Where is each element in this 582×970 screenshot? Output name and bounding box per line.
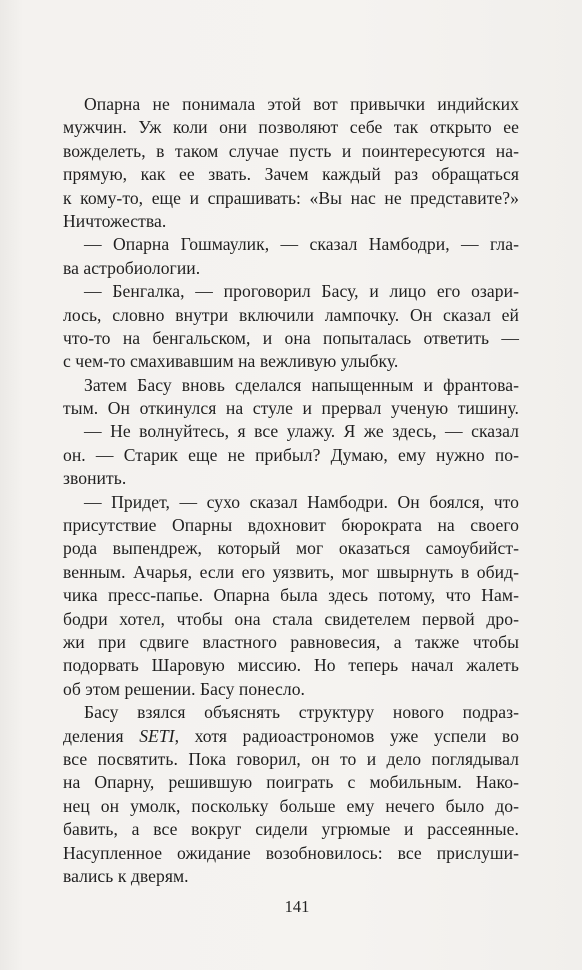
page-number: 141	[284, 897, 310, 916]
text-line: тым. Он откинулся на стуле и прервал ученую тишину.	[63, 398, 519, 419]
text-line: Ничтожества.	[63, 210, 167, 231]
text-line: звонить.	[63, 468, 127, 489]
text-line: прямую, как ее звать. Зачем каждый раз обращаться	[63, 164, 519, 185]
text-line: об этом решении. Басу понесло.	[63, 678, 305, 699]
text-line: Насупленное ожидание возобновилось: все прислуши-	[63, 842, 519, 863]
text-line: — Опарна Гошмаулик, — сказал Намбодри, — гла-	[84, 234, 519, 255]
text-line: мужчин. Уж коли они позволяют себе так открыто ее	[63, 117, 519, 138]
text-line: чика пресс-папье. Опарна была здесь потому, что Нам-	[63, 585, 519, 606]
text-line: все посвятить. Пока говорил, он то и дело поглядывал	[63, 748, 519, 769]
text-line: жи при сдвиге властного равновесия, а также чтобы	[63, 631, 519, 652]
text-line: присутствие Опарны вдохновит бюрократа на своего	[63, 515, 519, 536]
text-line: с чем-то смахивавшим на вежливую улыбку.	[63, 351, 399, 372]
text-line: что-то на бенгальском, и она попыталась ответить —	[63, 327, 519, 348]
text-line: — Бенгалка, — проговорил Басу, и лицо его озари-	[84, 281, 519, 302]
body-text	[63, 93, 519, 888]
text-line: Басу взялся объяснять структуру нового подраз-	[84, 702, 519, 723]
text-line: — Не волнуйтесь, я все улажу. Я же здесь, — сказал	[84, 421, 519, 442]
text-line: он. — Старик еще не прибыл? Думаю, ему нужно по-	[63, 444, 519, 465]
text-line: бавить, а все вокруг сидели угрюмые и рассеянные.	[63, 819, 519, 840]
text-line: подорвать Шаровую миссию. Но теперь начал жалеть	[63, 655, 519, 676]
text-line: — Придет, — сухо сказал Намбодри. Он боялся, что	[84, 491, 519, 512]
text-line: венным. Ачарья, если его уязвить, мог швырнуть в обид-	[63, 561, 519, 582]
text-line: Затем Басу вновь сделался напыщенным и франтова-	[84, 374, 519, 395]
text-line: вожделеть, в таком случае пусть и поинтересуются на-	[63, 140, 519, 161]
text-line: рода выпендреж, который мог оказаться самоубийст-	[63, 538, 519, 559]
text-line: нец он умолк, поскольку больше ему нечего было до-	[63, 795, 519, 816]
text-line: ва астробиологии.	[63, 257, 201, 278]
text-line: деления SETI, хотя радиоастрономов уже успели во	[63, 725, 519, 746]
text-line: вались к дверям.	[63, 865, 189, 886]
text-line: бодри хотел, чтобы она стала свидетелем первой дро-	[63, 608, 519, 629]
text-line: к кому-то, еще и спрашивать: «Вы нас не представите?»	[63, 187, 519, 208]
text-line: на Опарну, решившую поиграть с мобильным. Нако-	[63, 772, 519, 793]
text-line: Опарна не понимала этой вот привычки индийских	[84, 94, 519, 114]
text-line: лось, словно внутри включили лампочку. Он сказал ей	[63, 304, 519, 325]
